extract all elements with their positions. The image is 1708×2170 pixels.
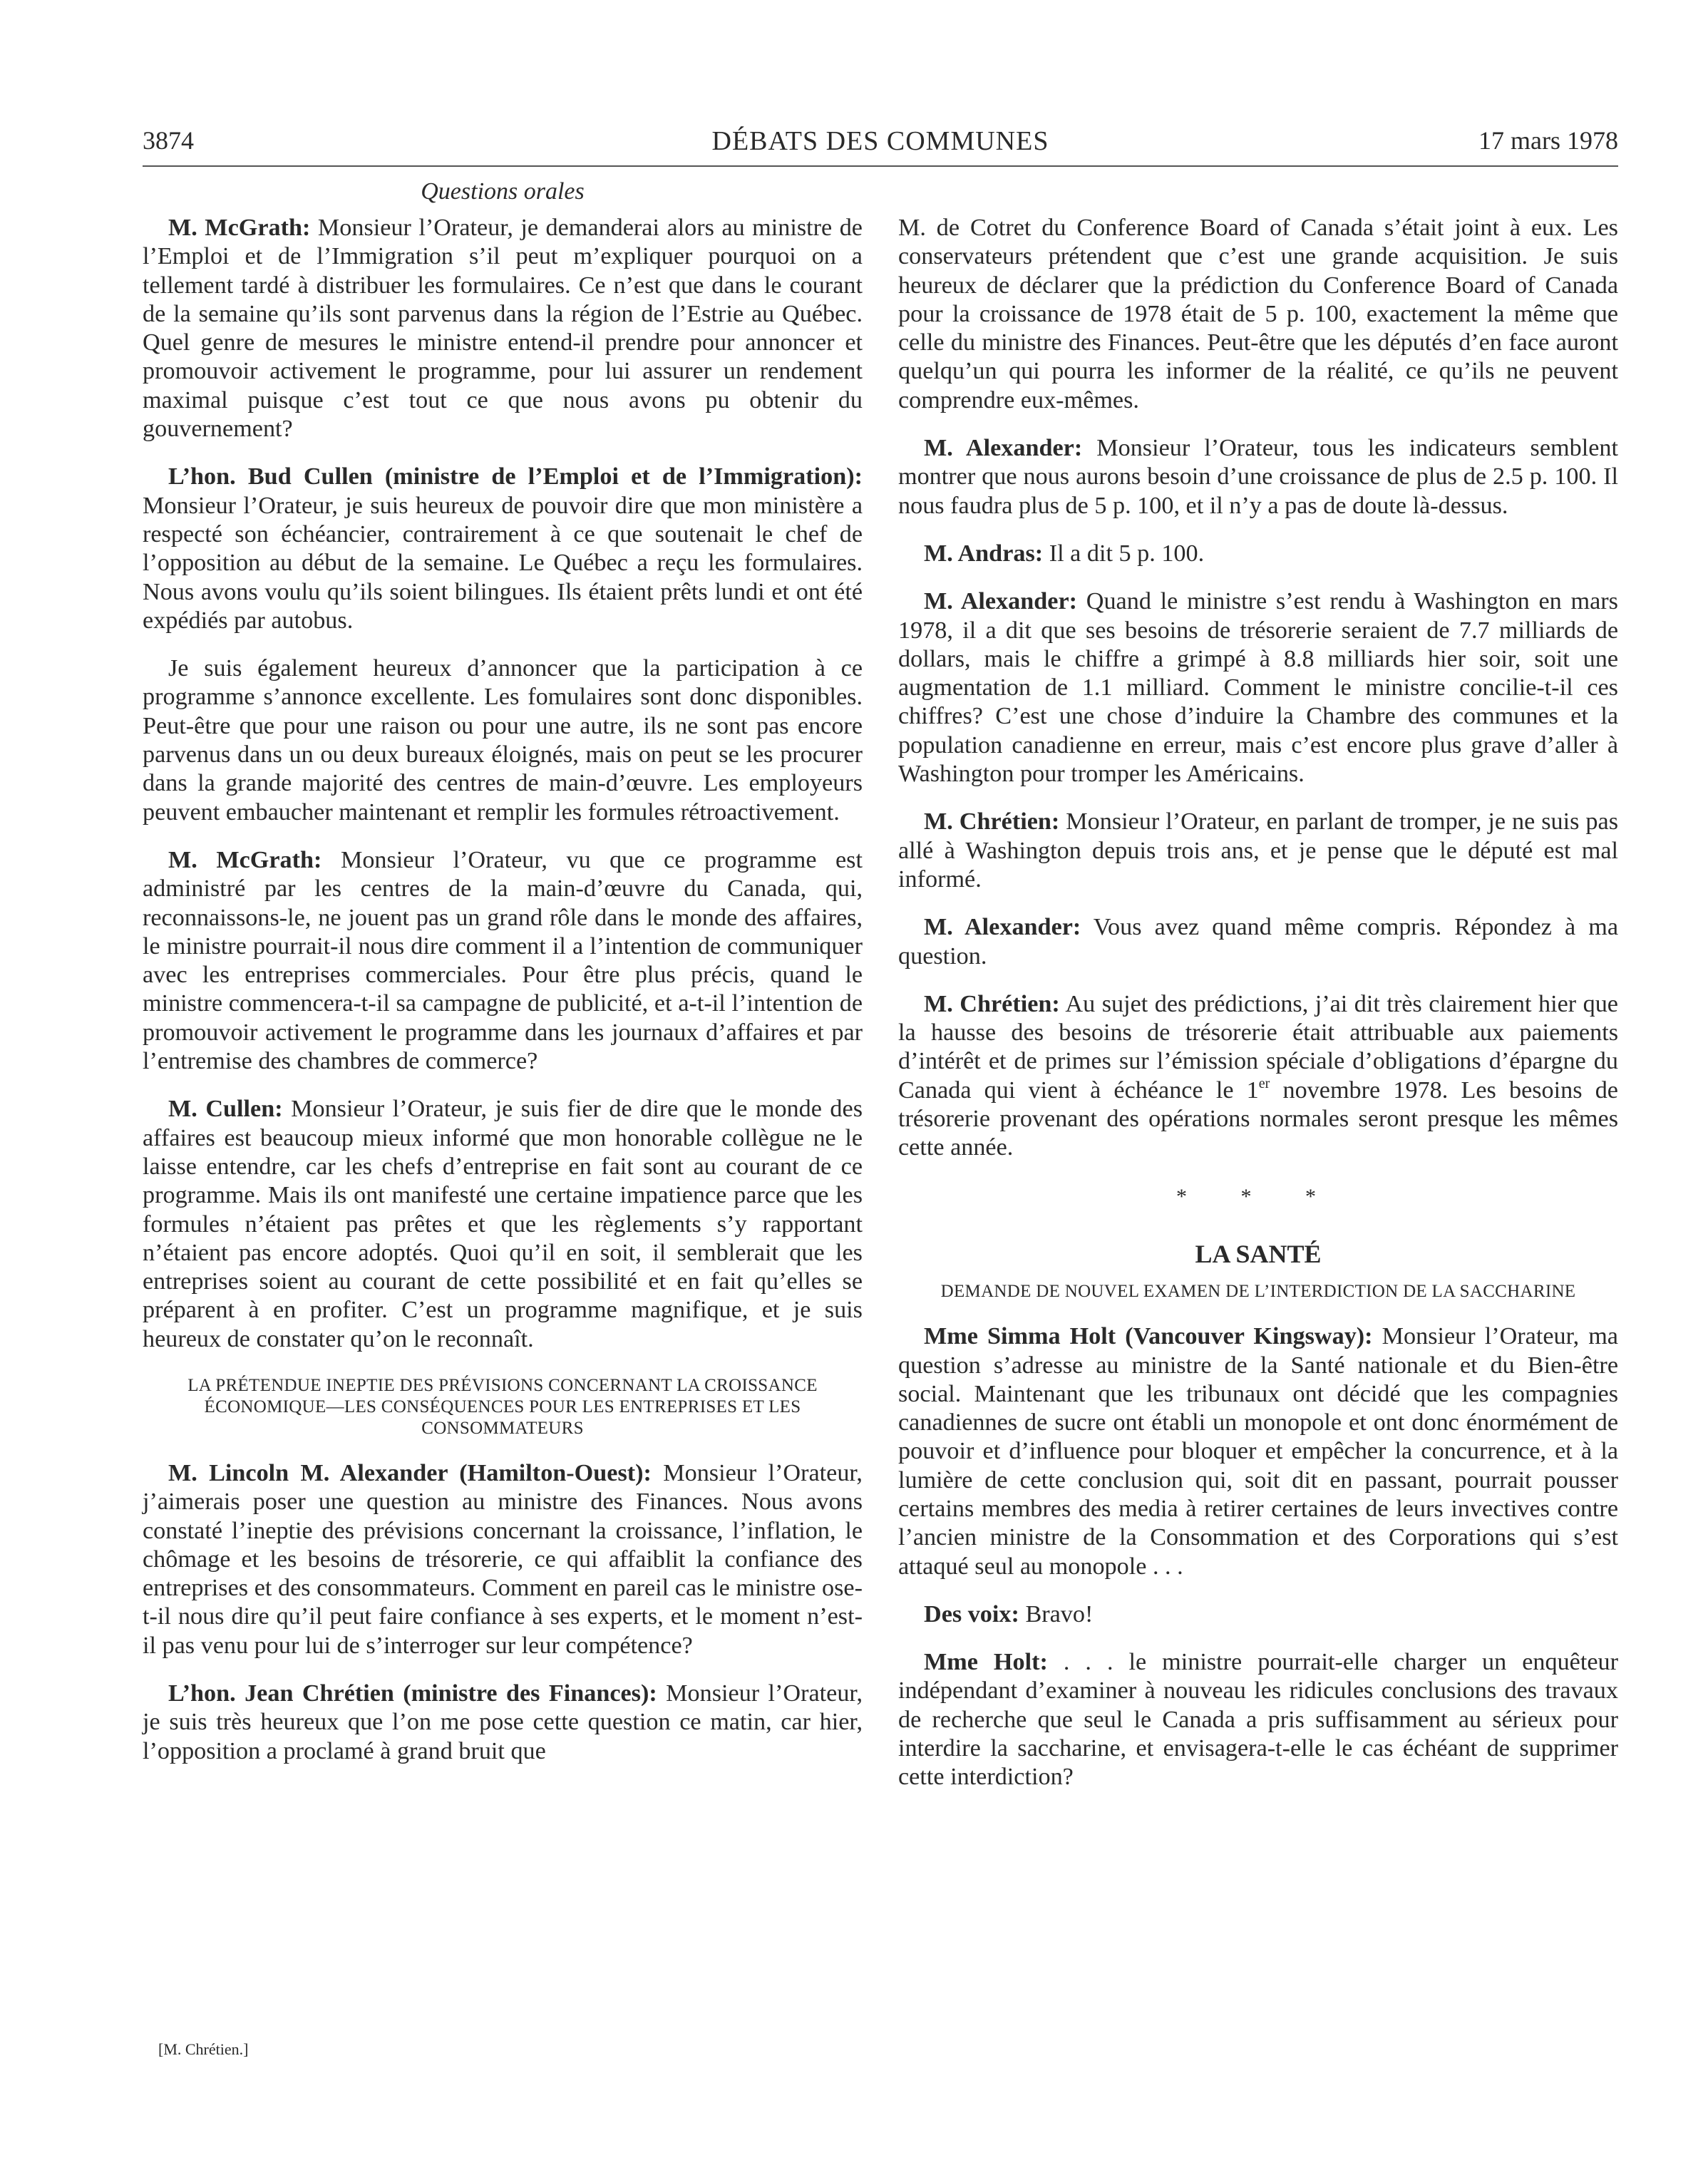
speaker-name: L’hon. Bud Cullen (ministre de l’Emploi et de l’Immigration): [168, 463, 863, 490]
speaker-name: M. Alexander: [924, 435, 1083, 462]
right-column [898, 214, 1618, 1811]
speaker-name: M. Alexander: [924, 914, 1081, 941]
speaker-name: M. Alexander: [924, 588, 1077, 615]
paragraph-text: Vous avez quand même compris. Répondez à ma question. [898, 914, 1618, 970]
speaker-name: M. McGrath: [168, 846, 322, 873]
paragraph [143, 1680, 863, 1766]
speaker-name: Des voix: [924, 1600, 1019, 1628]
paragraph-text: Monsieur l’Orateur, je suis très heureux que l’on me pose cette question ce matin, car hier, l’opposition a proclamé à grand bruit que [143, 1680, 863, 1764]
paragraph [143, 1095, 863, 1354]
left-column [143, 214, 863, 1785]
paragraph-text: Monsieur l’Orateur, je suis fier de dire que le monde des affaires est beaucoup mieux informé que mon honorable collègue ne le laisse entendre, car les chefs d’entreprise en fait sont au courant de ce programme. Mais ils ont manifesté une certaine impatience parce que les formules n’étaient pas prêtes et que les règlements s’y rapportant n’étaient pas encore adoptés. Quoi qu’il en soit, il semblerait que les entreprises soient au courant de cette possibilité et en fait qu’elles se préparent à en profiter. C’est un programme magnifique, et je suis heureux de constater qu’on le reconnaît. [143, 1096, 863, 1352]
speaker-name: M. Cullen: [168, 1096, 283, 1123]
paragraph-text: Monsieur l’Orateur, en parlant de tromper, je ne suis pas allé à Washington depuis trois ans, et je pense que le député est mal informé. [898, 808, 1618, 893]
paragraph [898, 434, 1618, 520]
superscript: er [1258, 1075, 1270, 1091]
publication-title: DÉBATS DES COMMUNES [711, 126, 1049, 156]
section-separator: * * * [1176, 1184, 1340, 1208]
paragraph-text: Je suis également heureux d’annoncer que la participation à ce programme s’annonce excellente. Les fomulaires sont donc disponibles. Peut-être que pour une raison ou pour une autre, ils ne sont pas encore parvenus dans un ou deux bureaux éloignés, mais on peut se les procurer dans la grande majorité des centres de main-d’œuvre. Les employeurs peuvent embaucher maintenant et remplir les formules rétroactivement. [143, 655, 863, 826]
paragraph-text: Bravo! [1019, 1600, 1094, 1628]
paragraph-text: Quand le ministre s’est rendu à Washington en mars 1978, il a dit que ses besoins de trésorerie seraient de 7.7 milliards de dollars, mais le chiffre a grimpé à 8.8 milliards hier soir, soit une augmentation de 1.1 milliard. Comment le ministre concilie-t-il ces chiffres? C’est une chose d’induire la Chambre des communes et la population canadienne en erreur, mais c’est encore plus grave d’aller à Washington pour tromper les Américains. [898, 588, 1618, 788]
paragraph [143, 1459, 863, 1660]
speaker-name: M. Andras: [924, 540, 1044, 567]
page-number: 3874 [143, 126, 194, 155]
subheading: LA PRÉTENDUE INEPTIE DES PRÉVISIONS CONCERNANT LA CROISSANCE ÉCONOMIQUE—LES CONSÉQUENCES POUR LES ENTREPRISES ET LES CONSOMMATEURS [187, 1375, 818, 1438]
paragraph-text: Monsieur l’Orateur, tous les indicateurs semblent montrer que nous aurons besoin d’une croissance de plus de 2.5 p. 100. Il nous faudra plus de 5 p. 100, et il n’y a pas de doute là-dessus. [898, 435, 1618, 519]
speaker-name: Mme Simma Holt (Vancouver Kingsway): [924, 1323, 1373, 1350]
paragraph-text: Monsieur l’Orateur, ma question s’adresse au ministre de la Santé nationale et du Bien-être social. Maintenant que les tribunaux ont décidé que les compagnies canadiennes de sucre ont établi un monopole et ont donc énormément de pouvoir et d’influence pour bloquer et empêcher la concurrence, et à la lumière de cette conclusion qui, soit dit en passant, pourrait pousser certains membres des media à retirer certaines de leurs invectives contre l’ancien ministre de la Consommation et des Corporations qui s’est attaqué seul au monopole . . . [898, 1323, 1618, 1580]
paragraph-text: . . . le ministre pourrait-elle charger un enquêteur indépendant d’examiner à nouveau les ridicules conclusions des travaux de recherche que seul le Canada a pris suffisamment au sérieux pour interdire la saccharine, et envisagera-t-elle le cas échéant de supprimer cette interdiction? [898, 1649, 1618, 1791]
paragraph-text: M. de Cotret du Conference Board of Canada s’était joint à eux. Les conservateurs prétendent que c’est une grande acquisition. Je suis heureux de déclarer que la prédiction du Conference Board of Canada pour la croissance de 1978 était de 5 p. 100, exactement la même que celle du ministre des Finances. Peut-être que les députés d’en face auront quelqu’un qui pourra les informer de la réalité, ce qu’ils ne peuvent comprendre eux-mêmes. [898, 215, 1618, 413]
paragraph [898, 1322, 1618, 1581]
paragraph [898, 990, 1618, 1163]
speaker-name: Mme Holt: [924, 1649, 1048, 1676]
section-heading: LA SANTÉ [1195, 1239, 1322, 1268]
paragraph-text: novembre 1978. Les besoins de trésorerie provenant des opérations normales seront presque les mêmes cette année. [898, 1076, 1618, 1161]
paragraph [898, 540, 1618, 568]
speaker-name: M. McGrath: [168, 215, 311, 241]
speaker-name: L’hon. Jean Chrétien (ministre des Finances): [168, 1680, 657, 1707]
paragraph [898, 587, 1618, 788]
speaker-name: M. Chrétien: [924, 808, 1060, 835]
paragraph [898, 1648, 1618, 1791]
paragraph-text: Monsieur l’Orateur, je demanderai alors au ministre de l’Emploi et de l’Immigration s’il peut m’expliquer pourquoi on a tellement tardé à distribuer les formulaires. Ce n’est que dans le courant de la semaine qu’ils sont parvenus dans la région de l’Estrie au Québec. Quel genre de mesures le ministre entend-il prendre pour annoncer et promouvoir activement le programme, pour lui assurer un rendement maximal puisque c’est tout ce que nous avons pu obtenir du gouvernement? [143, 215, 863, 443]
publication-date: 17 mars 1978 [1478, 126, 1618, 155]
paragraph [143, 654, 863, 827]
footnote: [M. Chrétien.] [158, 2040, 249, 2058]
paragraph-text: Monsieur l’Orateur, je suis heureux de pouvoir dire que mon ministère a respecté son échéancier, contrairement à ce que soutenait le chef de l’opposition au début de la semaine. Le Québec a reçu les formulaires. Nous avons voulu qu’ils soient bilingues. Ils étaient prêts lundi et ont été expédiés par autobus. [143, 492, 863, 634]
paragraph [898, 913, 1618, 971]
paragraph-text: Monsieur l’Orateur, vu que ce programme est administré par les centres de la main-d’œuvre du Canada, qui, reconnaissons-le, ne jouent pas un grand rôle dans le monde des affaires, le ministre pourrait-il nous dire comment il a l’intention de communiquer avec les entreprises commerciales. Pour être plus précis, quand le ministre commencera-t-il sa campagne de publicité, et a-t-il l’intention de promouvoir activement le programme dans les journaux d’affaires et par l’entremise des chambres de commerce? [143, 846, 863, 1075]
paragraph [898, 1600, 1618, 1629]
speaker-name: M. Lincoln M. Alexander (Hamilton-Ouest): [168, 1459, 652, 1486]
paragraph [898, 808, 1618, 894]
paragraph-text: Monsieur l’Orateur, j’aimerais poser une question au ministre des Finances. Nous avons constaté l’ineptie des prévisions concernant la croissance, l’inflation, le chômage et les besoins de trésorerie, ce qui affaiblit la confiance des entreprises et des consommateurs. Comment en pareil cas le ministre ose-t-il nous dire qu’il peut faire confiance à ses experts, et le moment n’est-il pas venu pour lui de s’interroger sur leur compétence? [143, 1459, 863, 1659]
section-label: Questions orales [421, 178, 585, 205]
speaker-name: M. Chrétien: [924, 990, 1060, 1017]
paragraph [143, 214, 863, 443]
paragraph [143, 463, 863, 635]
paragraph [898, 214, 1618, 415]
paragraph [143, 846, 863, 1076]
paragraph-text: Au sujet des prédictions, j’ai dit très clairement hier que la hausse des besoins de trésorerie était attribuable aux paiements d’intérêt et de primes sur l’émission spéciale d’obligations d’épargne du Canada qui vient à échéance le 1 [898, 990, 1618, 1104]
paragraph-text: Il a dit 5 p. 100. [1043, 540, 1205, 567]
subheading: DEMANDE DE NOUVEL EXAMEN DE L’INTERDICTION DE LA SACCHARINE [940, 1282, 1576, 1302]
header-rule [143, 165, 1618, 167]
page-header [143, 125, 1618, 167]
